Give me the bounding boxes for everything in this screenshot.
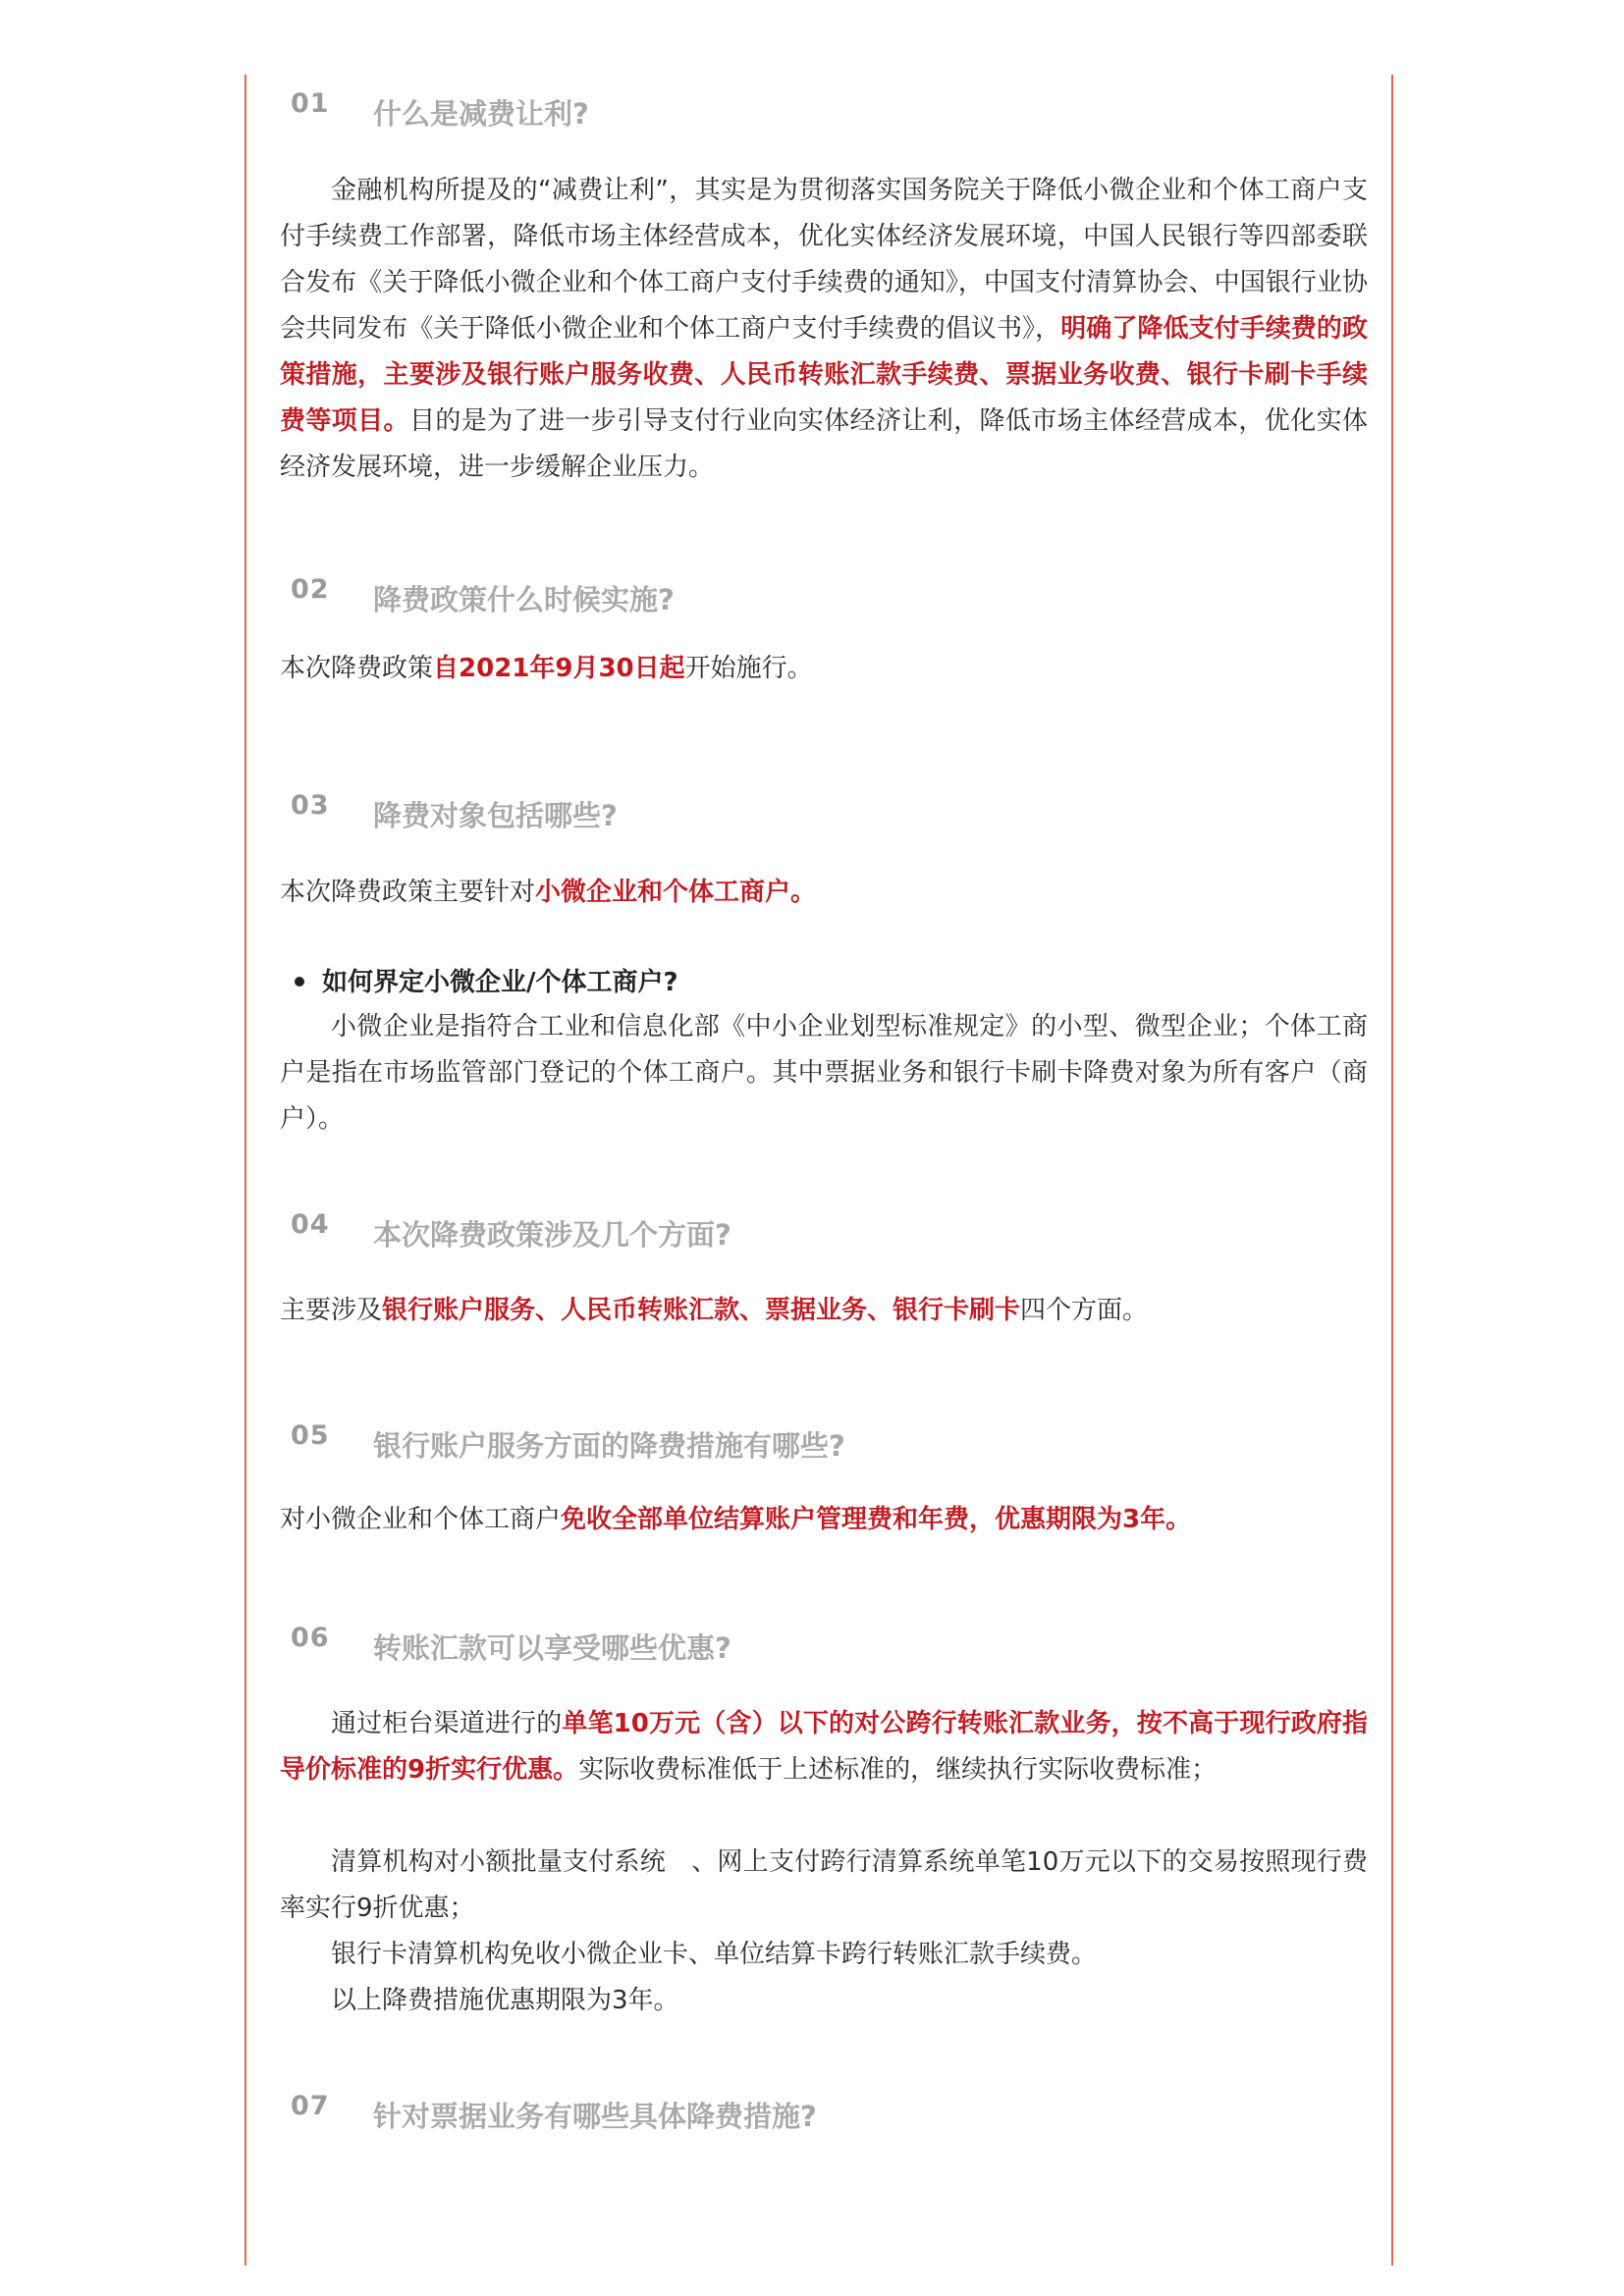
highlight-text: 自2021年9月30日起 — [433, 654, 685, 683]
highlight-text: 单笔10万元（含）以下的对公跨行转账汇款业务，按不高于现行政府指导价标准的9折实行优惠。 — [280, 1709, 1368, 1785]
section-06-bankcard: 银行卡清算机构免收小微企业卡、单位结算卡跨行转账汇款手续费。 — [331, 1940, 1098, 1969]
section-02-header — [0, 574, 1624, 623]
text-run: 目的是为了进一步引导支付行业向实体经济让利，降低市场主体经营成本，优化实体经济发展环境，进一步缓解企业压力。 — [280, 406, 1368, 482]
section-04-header — [0, 1209, 1624, 1258]
section-06-clearing: 清算机构对小额批量支付系统 、网上支付跨行清算系统单笔10万元以下的交易按照现行费率实行9折优惠； — [280, 1847, 1368, 1923]
section-04-paragraph — [280, 1288, 1368, 1334]
text-run: 对小微企业和个体工商户 — [280, 1505, 562, 1534]
section-03-header — [0, 790, 1624, 839]
section-01-header — [0, 88, 1624, 137]
section-05-paragraph — [280, 1497, 1368, 1543]
section-03-paragraph — [280, 870, 1368, 916]
highlight-text: 明确了降低支付手续费的政策措施，主要涉及银行账户服务收费、人民币转账汇款手续费、票据业务收费、银行卡刷卡手续费等项目。 — [280, 314, 1368, 436]
section-06-period: 以上降费措施优惠期限为3年。 — [331, 1986, 679, 2015]
text-run: 主要涉及 — [280, 1296, 383, 1325]
section-title: 本次降费政策涉及几个方面? — [373, 1218, 731, 1252]
section-02-paragraph — [280, 646, 1368, 692]
bullet-label: 如何界定小微企业/个体工商户? — [322, 968, 678, 997]
text-run: 实际收费标准低于上述标准的，继续执行实际收费标准； — [578, 1755, 1218, 1785]
text-run: 金融机构所提及的“减费让利”，其实是为贯彻落实国务院关于降低小微企业和个体工商户支付手续费工作部署，降低市场主体经营成本，优化实体经济发展环境，中国人民银行等四部委联合发布《关于降低小微企业和个体工商户支付手续费的通知》，中国支付清算协会、中国银行业协会共同发布《关于降低小微企业和个体工商户支付手续费的倡议书》， — [280, 176, 1368, 344]
text-run: 本次降费政策主要针对 — [280, 878, 536, 907]
section-number: 04 — [291, 1209, 330, 1240]
highlight-text: 小微企业和个体工商户。 — [535, 878, 817, 907]
text-run: 四个方面。 — [1020, 1296, 1149, 1325]
section-title: 什么是减费让利? — [373, 97, 589, 131]
section-title: 转账汇款可以享受哪些优惠? — [373, 1631, 731, 1665]
section-01-paragraph — [280, 168, 1368, 491]
section-03-definition: 小微企业是指符合工业和信息化部《中小企业划型标准规定》的小型、微型企业；个体工商户是指在市场监管部门登记的个体工商户。其中票据业务和银行卡刷卡降费对象为所有客户（商户）。 — [280, 1012, 1368, 1134]
section-number: 02 — [291, 574, 330, 605]
section-number: 05 — [291, 1420, 330, 1451]
text-run: 本次降费政策 — [280, 654, 434, 683]
section-06-paragraph — [280, 1701, 1368, 1793]
bullet-item — [295, 960, 678, 1006]
section-05-header — [0, 1420, 1624, 1469]
section-number: 07 — [291, 2091, 330, 2121]
section-title: 降费对象包括哪些? — [373, 799, 618, 832]
highlight-text: 银行账户服务、人民币转账汇款、票据业务、银行卡刷卡 — [382, 1296, 1021, 1325]
section-title: 针对票据业务有哪些具体降费措施? — [373, 2100, 817, 2133]
bullet-dot-icon — [295, 977, 304, 987]
section-number: 03 — [291, 790, 330, 821]
text-run: 开始施行。 — [684, 654, 813, 683]
section-title: 银行账户服务方面的降费措施有哪些? — [373, 1429, 845, 1463]
highlight-text: 免收全部单位结算账户管理费和年费，优惠期限为3年。 — [561, 1505, 1192, 1534]
section-number: 06 — [291, 1623, 330, 1653]
text-run: 通过柜台渠道进行的 — [331, 1709, 563, 1738]
section-title: 降费政策什么时候实施? — [373, 583, 675, 616]
section-number: 01 — [291, 88, 330, 119]
section-07-header — [0, 2091, 1624, 2140]
section-06-header — [0, 1623, 1624, 1672]
